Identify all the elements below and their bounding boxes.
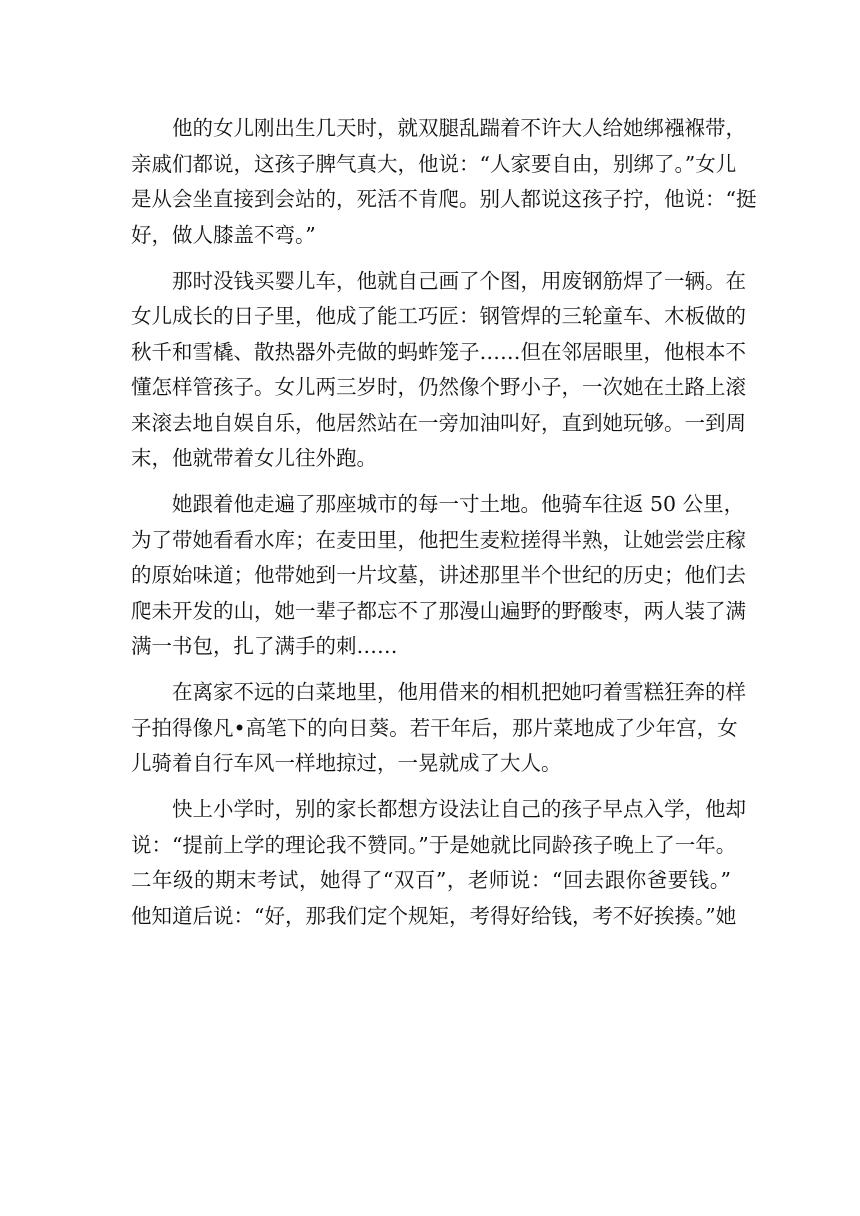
text-line: 来滚去地自娱自乐，他居然站在一旁加油叫好，直到她玩够。一到周 <box>131 410 746 435</box>
text-line: 好，做人膝盖不弯。” <box>131 222 316 247</box>
paragraph-1 <box>131 111 757 253</box>
text-line: 爬未开发的山，她一辈子都忘不了那漫山遍野的野酸枣，两人装了满 <box>131 598 746 623</box>
text-line: 女儿成长的日子里，他成了能工巧匠：钢管焊的三轮童车、木板做的 <box>131 304 746 328</box>
text-line: 秋千和雪橇、散热器外壳做的蚂蚱笼子……但在邻居眼里，他根本不 <box>131 339 746 364</box>
text-line: 子拍得像凡•高笔下的向日葵。若干年后，那片菜地成了少年宫，女 <box>131 715 738 740</box>
paragraph-4 <box>131 675 746 782</box>
text-line: 儿骑着自行车风一样地掠过，一晃就成了大人。 <box>131 751 562 775</box>
text-line: 他的女儿刚出生几天时，就双腿乱踹着不许大人给她绑襁褓带， <box>172 116 746 140</box>
text-line: 是从会坐直接到会站的，死活不肯爬。别人都说这孩子拧，他说：“挺 <box>131 187 757 211</box>
document-page <box>131 111 757 945</box>
text-line: 在离家不远的白菜地里，他用借来的相机把她叼着雪糕狂奔的样 <box>172 680 746 704</box>
text-line: 快上小学时，别的家长都想方设法让自己的孩子早点入学，他却 <box>172 797 746 821</box>
paragraph-2 <box>131 264 746 477</box>
text-line: 他知道后说：“好，那我们定个规矩，考得好给钱，考不好挨揍。”她 <box>131 903 737 928</box>
text-line: 亲戚们都说，这孩子脾气真大，他说：“人家要自由，别绑了。”女儿 <box>131 151 737 176</box>
text-line: 末，他就带着女儿往外跑。 <box>131 446 377 470</box>
text-line: 她跟着他走遍了那座城市的每一寸土地。他骑车往返 50 公里， <box>172 492 745 516</box>
text-line: 满一书包，扎了满手的刺…… <box>131 634 398 658</box>
text-line: 说：“提前上学的理论我不赞同。”于是她就比同龄孩子晚上了一年。 <box>131 832 737 857</box>
paragraph-5 <box>131 792 746 934</box>
text-line: 为了带她看看水库；在麦田里，他把生麦粒搓得半熟，让她尝尝庄稼 <box>131 527 746 552</box>
text-line: 那时没钱买婴儿车，他就自己画了个图，用废钢筋焊了一辆。在 <box>172 268 746 293</box>
paragraph-3 <box>131 487 746 665</box>
text-line: 懂怎样管孩子。女儿两三岁时，仍然像个野小子，一次她在土路上滚 <box>131 375 746 399</box>
text-line: 二年级的期末考试，她得了“双百”，老师说：“回去跟你爸要钱。” <box>131 868 731 892</box>
text-line: 的原始味道；他带她到一片坟墓，讲述那里半个世纪的历史；他们去 <box>131 563 746 587</box>
